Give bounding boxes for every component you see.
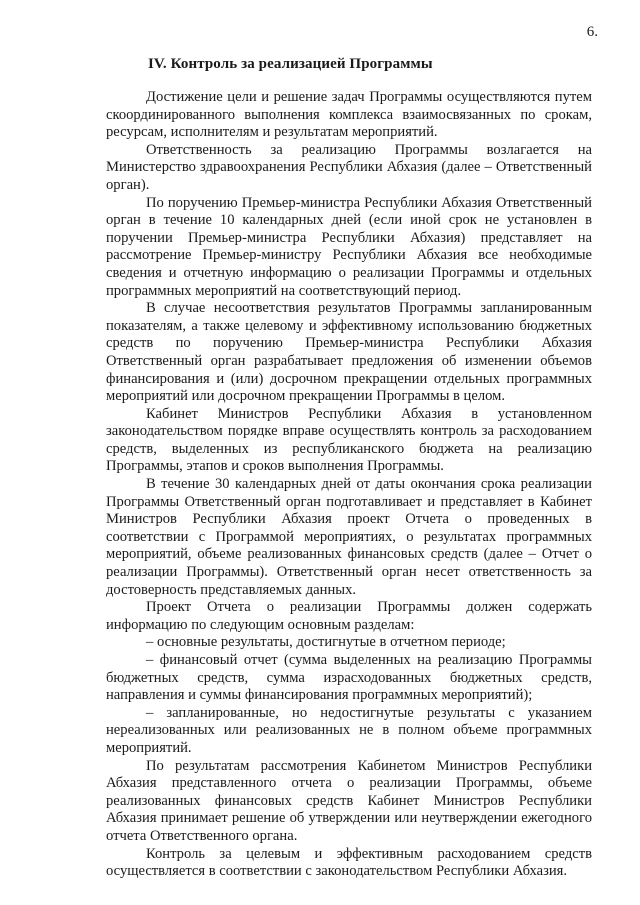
paragraph: Достижение цели и решение задач Программы осуществляются путем скоординированного выполнения комплекса взаимосвязанных по срокам, ресурсам, исполнителям и результатам мероприятий.: [106, 89, 592, 141]
paragraph: Ответственность за реализацию Программы возлагается на Министерство здравоохранения Республики Абхазия (далее – Ответственный орган).: [106, 141, 592, 193]
paragraph: В течение 30 календарных дней от даты окончания срока реализации Программы Ответственный орган подготавливает и представляет в Кабинет Министров Республики Абхазия проект Отчета о проведенных в соответствии с Программой мероприятиях, о результатах программных мероприятий, объеме реализованных финансовых средств (далее – Отчет о реализации Программы). Ответственный орган несет ответственность за достоверность представляемых данных.: [106, 476, 592, 598]
paragraph: По поручению Премьер-министра Республики Абхазия Ответственный орган в течение 10 календарных дней (если иной срок не установлен в поручении Премьер-министра Республики Абхазия) представляет на рассмотрение Премьер-министру Республики Абхазия все необходимые сведения и отчетную информацию о реализации Программы и отдельных программных мероприятий на соответствующий период.: [106, 194, 592, 299]
page-number: 6.: [586, 24, 598, 40]
list-item: – основные результаты, достигнутые в отчетном периоде;: [146, 634, 506, 651]
list-item: – запланированные, но недостигнутые результаты с указанием нереализованных или реализованных не в полном объеме программных мероприятий.: [106, 704, 592, 756]
paragraph: Кабинет Министров Республики Абхазия в установленном законодательством порядке вправе осуществлять контроль за расходованием средств, выделенных из республиканского бюджета на реализацию Программы, этапов и сроков выполнения Программы.: [106, 405, 592, 475]
body-text: [106, 89, 592, 881]
list-item: – финансовый отчет (сумма выделенных на реализацию Программы бюджетных средств, сумма израсходованных бюджетных средств, направления и суммы финансирования программных мероприятий);: [106, 652, 592, 704]
paragraph: Проект Отчета о реализации Программы должен содержать информацию по следующим основным разделам:: [106, 599, 592, 633]
paragraph: В случае несоответствия результатов Программы запланированным показателям, а также целевому и эффективному использованию бюджетных средств по поручению Премьер-министра Республики Абхазия Ответственный орган разрабатывает предложения об изменении объемов финансирования и (или) досрочном прекращении отдельных программных мероприятий или досрочном прекращении Программы в целом.: [106, 300, 592, 405]
paragraph: По результатам рассмотрения Кабинетом Министров Республики Абхазия представленного отчета о реализации Программы, объеме реализованных финансовых средств Кабинет Министров Республики Абхазия принимает решение об утверждении или неутверждении ежегодного отчета Ответственного органа.: [106, 757, 592, 844]
paragraph: Контроль за целевым и эффективным расходованием средств осуществляется в соответствии с законодательством Республики Абхазия.: [106, 845, 592, 880]
section-heading: IV. Контроль за реализацией Программы: [148, 56, 433, 72]
